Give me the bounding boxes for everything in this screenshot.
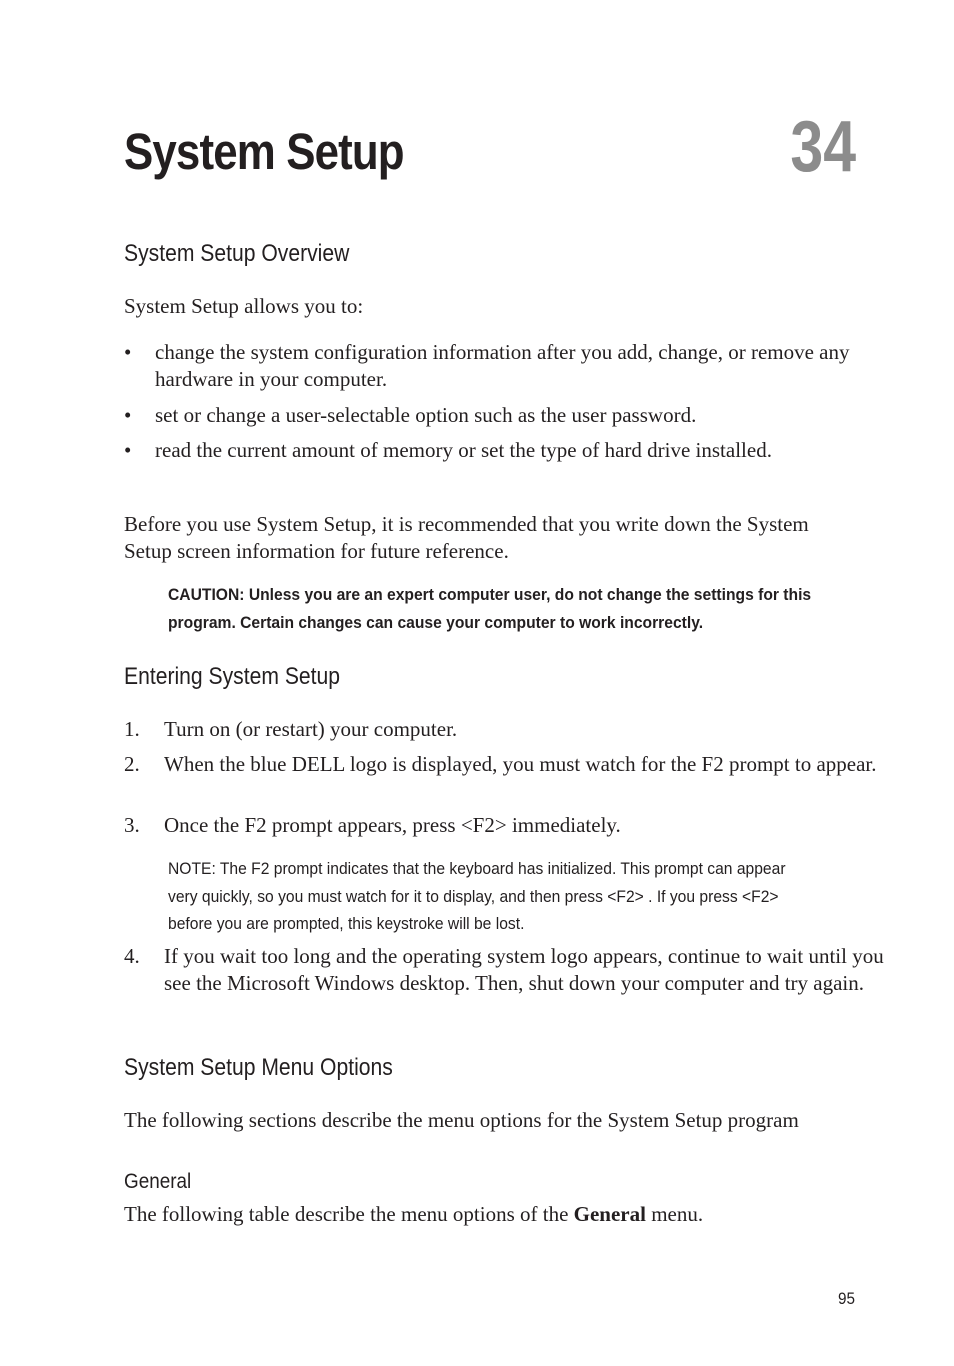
step-text: If you wait too long and the operating system logo appears, continue to wait until you see the Microsoft Windows desktop. Then, shut down your computer and try again.: [164, 944, 884, 995]
list-item: [124, 339, 855, 393]
step-text: When the blue DELL logo is displayed, you must watch for the F2 prompt to appear.: [164, 752, 877, 776]
step-number: 3.: [124, 813, 140, 837]
list-item: [124, 437, 855, 464]
note-text: The F2 prompt indicates that the keyboard has initialized. This prompt can appear very quickly, so you must watch for it to display, and then press <F2> . If you press <F2> before you are prompted, this keystroke will be lost.: [168, 859, 786, 933]
note-label: NOTE:: [168, 859, 216, 878]
bullet-text: read the current amount of memory or set the type of hard drive installed.: [155, 438, 772, 462]
overview-intro: System Setup allows you to:: [124, 294, 364, 318]
bullet-text: set or change a user-selectable option such as the user password.: [155, 403, 697, 427]
section-heading-menu-options: System Setup Menu Options: [124, 1054, 393, 1081]
page-number: 95: [838, 1289, 856, 1308]
list-item: [124, 812, 884, 839]
list-item: [124, 716, 884, 743]
note-notice: [168, 855, 812, 938]
bullet-icon: •: [124, 340, 132, 364]
subsection-heading-general: General: [124, 1170, 192, 1193]
list-item: [124, 402, 855, 429]
step-text: Once the F2 prompt appears, press <F2> immediately.: [164, 813, 621, 837]
menu-options-intro: The following sections describe the menu options for the System Setup program: [124, 1108, 799, 1132]
bullet-icon: •: [124, 438, 132, 462]
section-heading-entering: Entering System Setup: [124, 663, 341, 690]
section-heading-overview: System Setup Overview: [124, 240, 350, 267]
general-text-bold: General: [573, 1202, 646, 1226]
overview-recommendation: Before you use System Setup, it is recommended that you write down the System Setup screen information for future reference.: [124, 512, 809, 563]
bullet-icon: •: [124, 403, 132, 427]
step-number: 1.: [124, 717, 140, 741]
step-text: Turn on (or restart) your computer.: [164, 717, 458, 741]
step-number: 4.: [124, 944, 140, 968]
general-text-after: menu.: [651, 1202, 704, 1226]
caution-notice: [168, 581, 812, 636]
chapter-number: 34: [790, 107, 856, 187]
caution-label: CAUTION:: [168, 585, 245, 604]
step-number: 2.: [124, 752, 140, 776]
list-item: [124, 751, 884, 778]
list-item: [124, 943, 884, 997]
bullet-text: change the system configuration information after you add, change, or remove any hardware in your computer.: [155, 340, 850, 391]
caution-text: Unless you are an expert computer user, do not change the settings for this program. Certain changes can cause your computer to work incorrectly.: [168, 585, 812, 632]
general-text-before: The following table describe the menu options of the: [124, 1202, 569, 1226]
chapter-title: System Setup: [124, 123, 404, 180]
general-description: [124, 1201, 844, 1228]
